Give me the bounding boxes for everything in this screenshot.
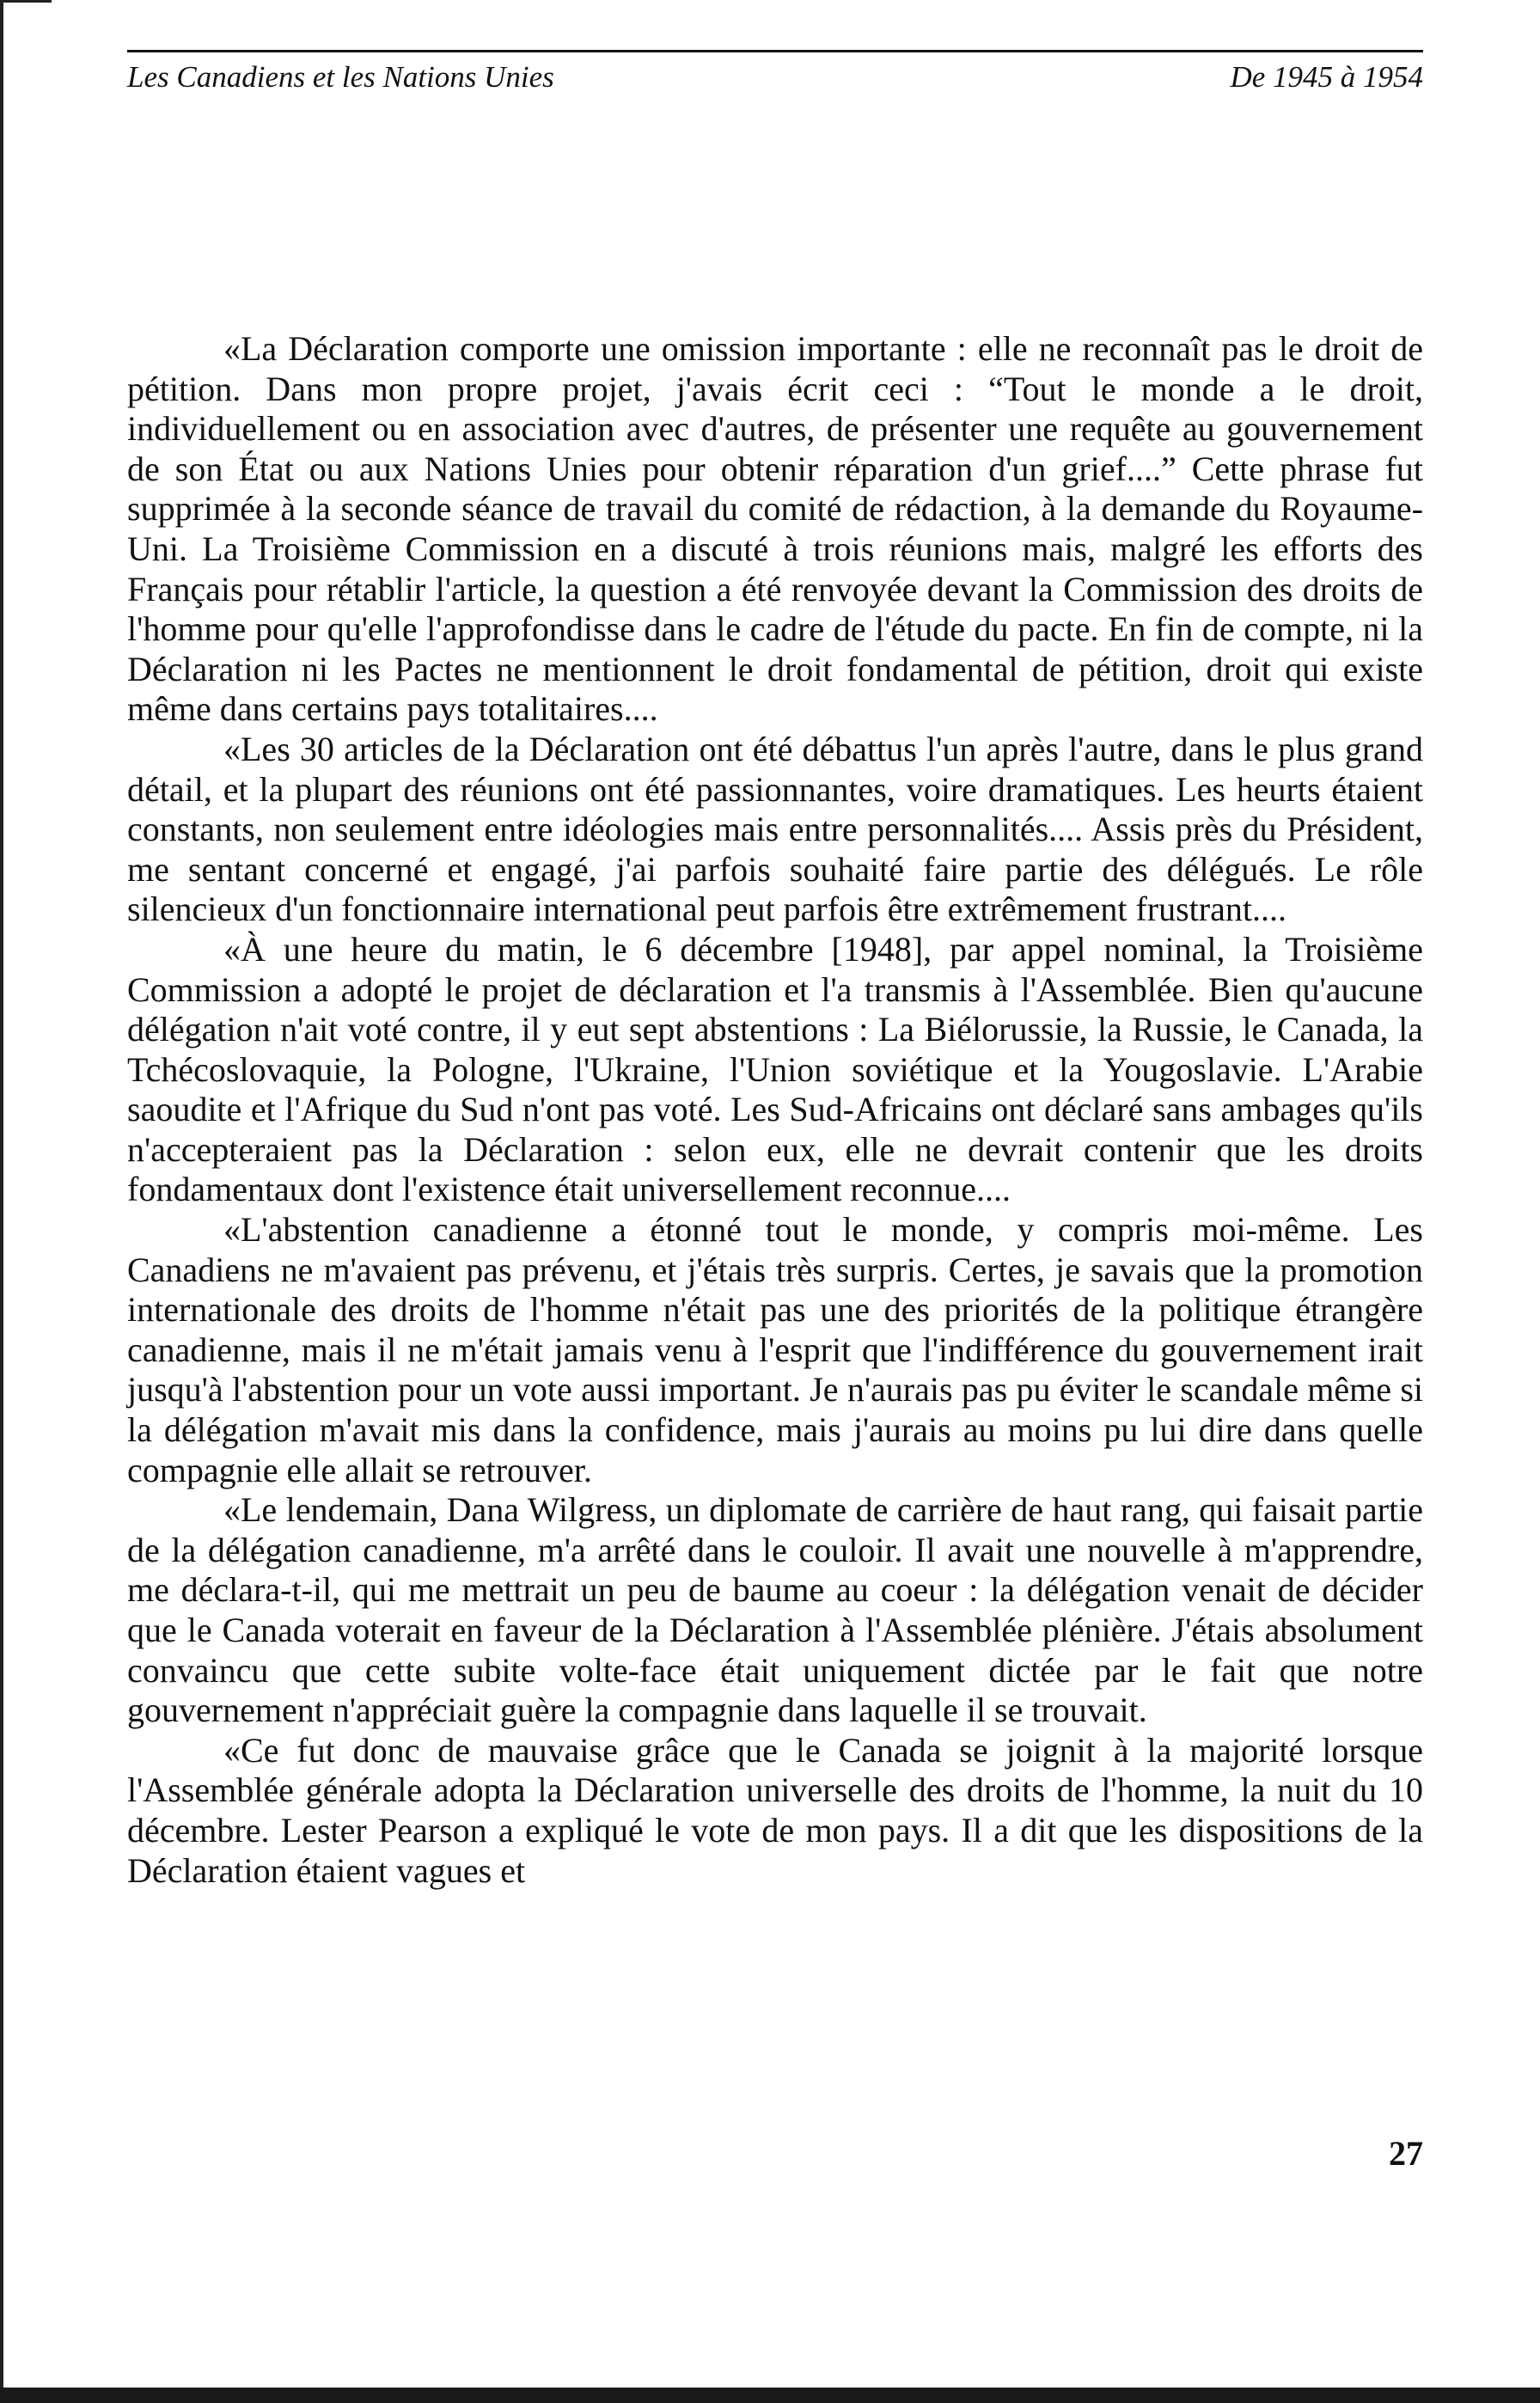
- body-text: [127, 329, 1423, 1891]
- scan-top-corner: [0, 0, 52, 3]
- paragraph: «À une heure du matin, le 6 décembre [1948], par appel nominal, la Troisième Commission a adopté le projet de déclaration et l'a transmis à l'Assemblée. Bien qu'aucune délégation n'ait voté contre, il y eut sept abstentions : La Biélorussie, la Russie, le Canada, la Tchécoslovaquie, la Pologne, l'Ukraine, l'Union soviétique et la Yougoslavie. L'Arabie saoudite et l'Afrique du Sud n'ont pas voté. Les Sud-Africains ont déclaré sans ambages qu'ils n'accepteraient pas la Déclaration : selon eux, elle ne devrait contenir que les droits fondamentaux dont l'existence était universellement reconnue....: [127, 929, 1423, 1209]
- paragraph: «L'abstention canadienne a étonné tout le monde, y compris moi-même. Les Canadiens ne m'avaient pas prévenu, et j'étais très surpris. Certes, je savais que la promotion internationale des droits de l'homme n'était pas une des priorités de la politique étrangère canadienne, mais il ne m'était jamais venu à l'esprit que l'indifférence du gouvernement irait jusqu'à l'abstention pour un vote aussi important. Je n'aurais pas pu éviter le scandale même si la délégation m'avait mis dans la confidence, mais j'aurais au moins pu lui dire dans quelle compagnie elle allait se retrouver.: [127, 1210, 1423, 1489]
- paragraph: «Le lendemain, Dana Wilgress, un diplomate de carrière de haut rang, qui faisait partie de la délégation canadienne, m'a arrêté dans le couloir. Il avait une nouvelle à m'apprendre, me déclara-t-il, qui me mettrait un peu de baume au coeur : la délégation venait de décider que le Canada voterait en faveur de la Déclaration à l'Assemblée plénière. J'étais absolument convaincu que cette subite volte-face était uniquement dictée par le fait que notre gouvernement n'appréciait guère la compagnie dans laquelle il se trouvait.: [127, 1490, 1423, 1730]
- header-title: Les Canadiens et les Nations Unies: [127, 60, 554, 94]
- scan-bottom-edge: [0, 2388, 1540, 2403]
- paragraph: «Les 30 articles de la Déclaration ont été débattus l'un après l'autre, dans le plus grand détail, et la plupart des réunions ont été passionnantes, voire dramatiques. Les heurts étaient constants, non seulement entre idéologies mais entre personnalités.... Assis près du Président, me sentant concerné et engagé, j'ai parfois souhaité faire partie des délégués. Le rôle silencieux d'un fonctionnaire international peut parfois être extrêmement frustrant....: [127, 729, 1423, 929]
- page-number: 27: [1389, 2134, 1423, 2173]
- paragraph: «Ce fut donc de mauvaise grâce que le Canada se joignit à la majorité lorsque l'Assemblée générale adopta la Déclaration universelle des droits de l'homme, la nuit du 10 décembre. Lester Pearson a expliqué le vote de mon pays. Il a dit que les dispositions de la Déclaration étaient vagues et: [127, 1730, 1423, 1890]
- paragraph: «La Déclaration comporte une omission importante : elle ne reconnaît pas le droit de pétition. Dans mon propre projet, j'avais écrit ceci : “Tout le monde a le droit, individuellement ou en association avec d'autres, de présenter une requête au gouvernement de son État ou aux Nations Unies pour obtenir réparation d'un grief....” Cette phrase fut supprimée à la seconde séance de travail du comité de rédaction, à la demande du Royaume-Uni. La Troisième Commission en a discuté à trois réunions mais, malgré les efforts des Français pour rétablir l'article, la question a été renvoyée devant la Commission des droits de l'homme pour qu'elle l'approfondisse dans le cadre de l'étude du pacte. En fin de compte, ni la Déclaration ni les Pactes ne mentionnent le droit fondamental de pétition, droit qui existe même dans certains pays totalitaires....: [127, 329, 1423, 729]
- header-period: De 1945 à 1954: [1230, 60, 1423, 94]
- running-header: [127, 50, 1423, 95]
- scan-left-edge: [0, 0, 3, 2403]
